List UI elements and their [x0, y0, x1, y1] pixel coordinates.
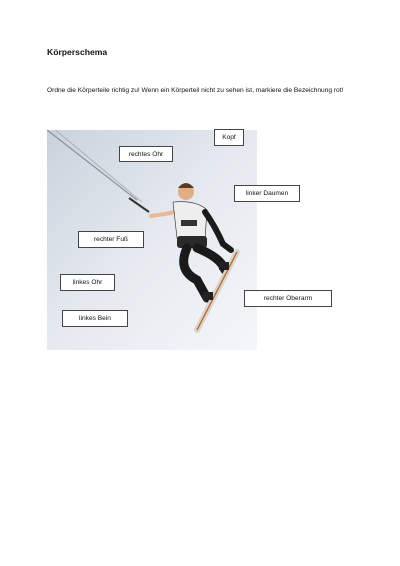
label-rechtes-ohr[interactable]: rechtes Ohr — [119, 146, 173, 162]
label-rechter-oberarm[interactable]: rechter Oberarm — [244, 290, 332, 307]
label-linker-daumen[interactable]: linker Daumen — [234, 185, 300, 202]
label-rechter-fuss[interactable]: rechter Fuß — [78, 231, 144, 248]
page-title: Körperschema — [47, 47, 108, 57]
instruction-text: Ordne die Körperteile richtig zu! Wenn ein Körperteil nicht zu sehen ist, markiere die Bezeichnung rot! — [47, 87, 344, 94]
label-kopf[interactable]: Kopf — [214, 129, 244, 146]
label-linkes-ohr[interactable]: linkes Ohr — [60, 274, 115, 291]
label-linkes-bein[interactable]: linkes Bein — [62, 310, 128, 327]
